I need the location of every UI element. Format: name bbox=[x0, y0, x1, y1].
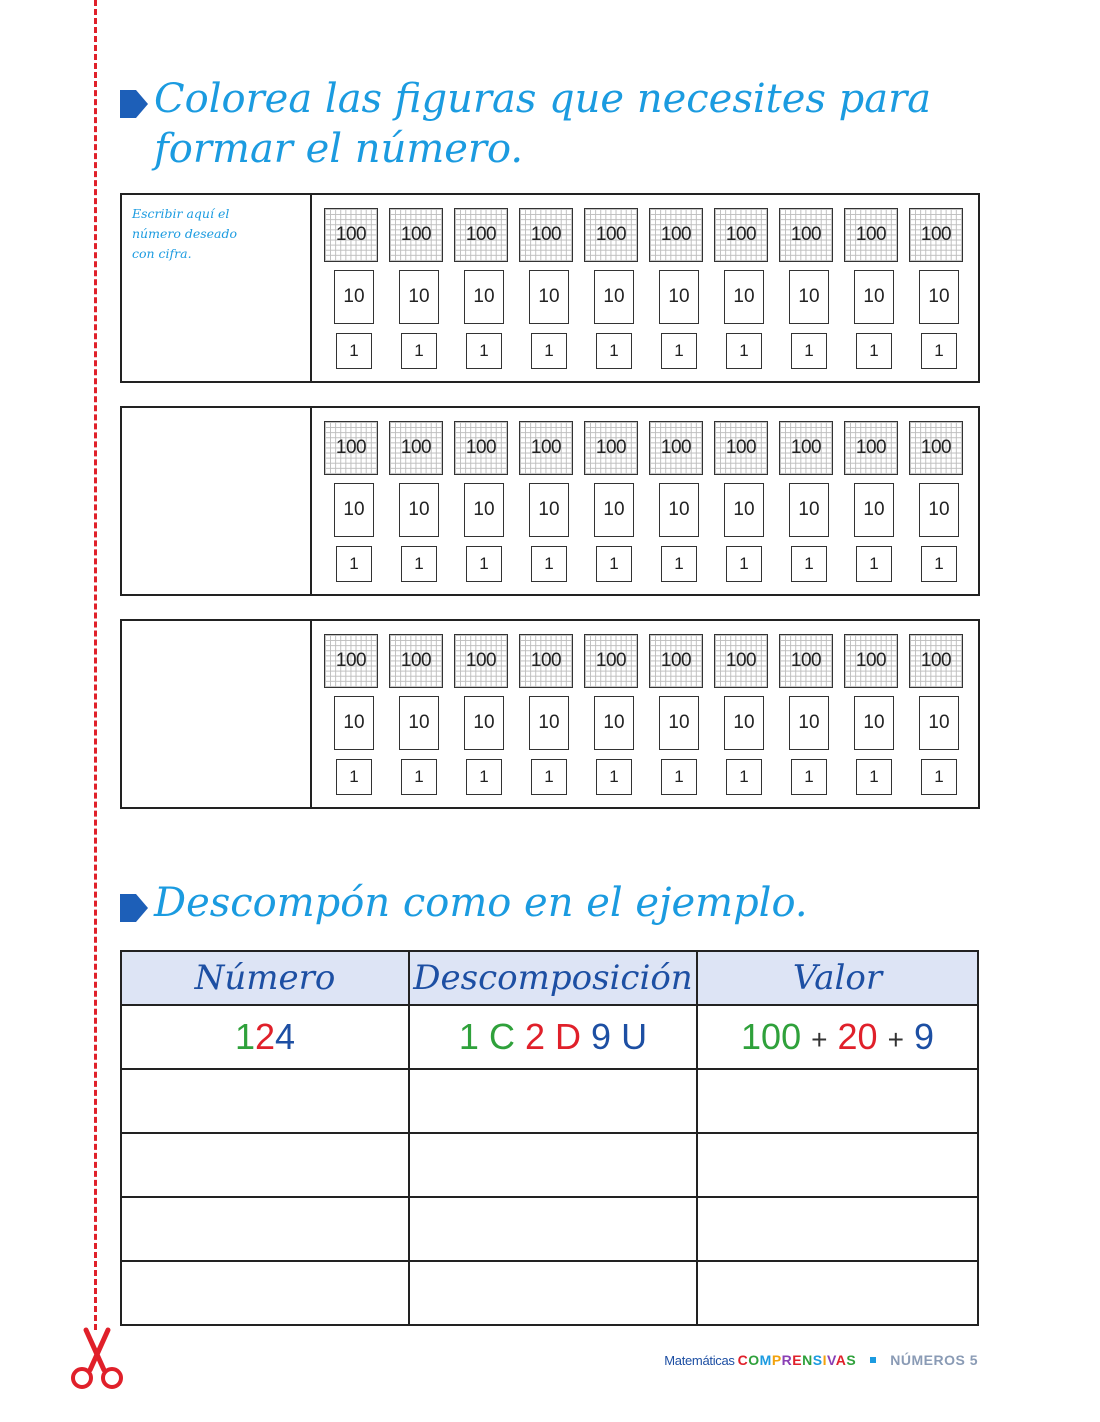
hundred-label: 100 bbox=[400, 437, 432, 458]
example-value bbox=[697, 1005, 978, 1069]
hundred-label: 100 bbox=[790, 437, 822, 458]
ten-bar[interactable]: 10 bbox=[659, 270, 699, 324]
ones-row bbox=[336, 333, 957, 369]
one-unit[interactable]: 1 bbox=[661, 759, 697, 795]
answer-decomposition-cell[interactable] bbox=[409, 1069, 697, 1133]
answer-value-cell[interactable] bbox=[697, 1069, 978, 1133]
hundred-square[interactable] bbox=[649, 421, 703, 475]
hundred-square[interactable] bbox=[714, 208, 768, 262]
hundred-square[interactable] bbox=[909, 208, 963, 262]
hundred-label: 100 bbox=[855, 437, 887, 458]
answer-decomposition-cell[interactable] bbox=[409, 1197, 697, 1261]
hundred-label: 100 bbox=[725, 650, 757, 671]
footer-section: NÚMEROS 5 bbox=[890, 1352, 978, 1368]
one-unit[interactable]: 1 bbox=[921, 546, 957, 582]
answer-row bbox=[121, 1133, 978, 1197]
exercise2-heading bbox=[120, 878, 808, 928]
number-write-area[interactable] bbox=[122, 195, 312, 381]
one-unit[interactable]: 1 bbox=[661, 546, 697, 582]
answer-number-cell[interactable] bbox=[121, 1261, 409, 1325]
hundreds-row bbox=[324, 634, 963, 688]
hundred-label: 100 bbox=[790, 650, 822, 671]
decomp-c-letter: C bbox=[488, 1016, 515, 1057]
hundred-label: 100 bbox=[335, 650, 367, 671]
exercise2-instruction: Descompón como en el ejemplo. bbox=[154, 880, 808, 926]
answer-value-cell[interactable] bbox=[697, 1261, 978, 1325]
answer-value-cell[interactable] bbox=[697, 1197, 978, 1261]
hundred-label: 100 bbox=[465, 437, 497, 458]
ten-bar[interactable]: 10 bbox=[399, 696, 439, 750]
hundred-square[interactable] bbox=[519, 634, 573, 688]
hundred-label: 100 bbox=[530, 650, 562, 671]
ten-bar[interactable]: 10 bbox=[529, 696, 569, 750]
decomposition-table bbox=[120, 950, 979, 1326]
one-unit[interactable]: 1 bbox=[726, 759, 762, 795]
ten-bar[interactable]: 10 bbox=[919, 696, 959, 750]
one-unit[interactable]: 1 bbox=[856, 546, 892, 582]
ten-bar[interactable]: 10 bbox=[724, 483, 764, 537]
ten-bar[interactable]: 10 bbox=[854, 696, 894, 750]
answer-value-cell[interactable] bbox=[697, 1133, 978, 1197]
value-tens: 20 bbox=[837, 1016, 878, 1057]
ten-bar[interactable]: 10 bbox=[659, 696, 699, 750]
one-unit[interactable]: 1 bbox=[661, 333, 697, 369]
footer-brand: COMPRENSIVAS bbox=[737, 1352, 857, 1368]
hundred-label: 100 bbox=[595, 224, 627, 245]
hundred-label: 100 bbox=[855, 650, 887, 671]
pieces-area bbox=[312, 621, 978, 807]
hundred-label: 100 bbox=[335, 437, 367, 458]
one-unit[interactable]: 1 bbox=[726, 333, 762, 369]
hundred-square[interactable] bbox=[649, 634, 703, 688]
triangle-bullet-icon bbox=[120, 90, 148, 118]
hundred-label: 100 bbox=[660, 437, 692, 458]
decomp-u-count: 9 bbox=[591, 1016, 612, 1057]
write-hint: Escribir aquí el número deseado con cifra. bbox=[132, 206, 238, 261]
scissors-icon bbox=[68, 1326, 126, 1392]
hundred-square[interactable] bbox=[584, 634, 638, 688]
ten-bar[interactable]: 10 bbox=[464, 696, 504, 750]
hundred-square[interactable] bbox=[454, 634, 508, 688]
ten-bar[interactable]: 10 bbox=[334, 696, 374, 750]
hundred-square[interactable] bbox=[454, 421, 508, 475]
ten-bar[interactable]: 10 bbox=[789, 696, 829, 750]
value-hundreds: 100 bbox=[741, 1016, 802, 1057]
hundred-label: 100 bbox=[855, 224, 887, 245]
ten-bar[interactable]: 10 bbox=[919, 483, 959, 537]
decomp-c-count: 1 bbox=[458, 1016, 479, 1057]
one-unit[interactable]: 1 bbox=[856, 333, 892, 369]
ten-bar[interactable]: 10 bbox=[724, 270, 764, 324]
hundred-square[interactable] bbox=[844, 634, 898, 688]
hundred-square[interactable] bbox=[519, 208, 573, 262]
one-unit[interactable]: 1 bbox=[336, 759, 372, 795]
ten-bar[interactable]: 10 bbox=[854, 483, 894, 537]
ten-bar[interactable]: 10 bbox=[919, 270, 959, 324]
ones-row bbox=[336, 759, 957, 795]
plus-sign: + bbox=[887, 1024, 904, 1055]
one-unit[interactable]: 1 bbox=[726, 546, 762, 582]
ten-bar[interactable]: 10 bbox=[464, 270, 504, 324]
example-row bbox=[121, 1005, 978, 1069]
ten-bar[interactable]: 10 bbox=[659, 483, 699, 537]
ten-bar[interactable]: 10 bbox=[854, 270, 894, 324]
one-unit[interactable]: 1 bbox=[921, 759, 957, 795]
answer-decomposition-cell[interactable] bbox=[409, 1261, 697, 1325]
ten-bar[interactable]: 10 bbox=[594, 483, 634, 537]
hundred-square[interactable] bbox=[324, 634, 378, 688]
hundred-square[interactable] bbox=[844, 208, 898, 262]
digit-tens: 2 bbox=[254, 1016, 276, 1057]
header-value: Valor bbox=[697, 951, 978, 1005]
hundred-square[interactable] bbox=[714, 634, 768, 688]
hundred-square[interactable] bbox=[389, 421, 443, 475]
hundred-square[interactable] bbox=[909, 421, 963, 475]
hundred-square[interactable] bbox=[519, 421, 573, 475]
one-unit[interactable]: 1 bbox=[466, 759, 502, 795]
hundred-label: 100 bbox=[660, 650, 692, 671]
ten-bar[interactable]: 10 bbox=[529, 270, 569, 324]
ten-bar[interactable]: 10 bbox=[334, 270, 374, 324]
ten-bar[interactable]: 10 bbox=[594, 696, 634, 750]
hundred-label: 100 bbox=[400, 224, 432, 245]
answer-row bbox=[121, 1069, 978, 1133]
ten-bar[interactable]: 10 bbox=[399, 270, 439, 324]
decomp-u-letter: U bbox=[621, 1016, 648, 1057]
hundred-label: 100 bbox=[465, 224, 497, 245]
decomp-d-count: 2 bbox=[524, 1016, 545, 1057]
example-number bbox=[121, 1005, 409, 1069]
hundred-label: 100 bbox=[920, 650, 952, 671]
hundred-label: 100 bbox=[920, 224, 952, 245]
answer-number-cell[interactable] bbox=[121, 1197, 409, 1261]
decomp-d-letter: D bbox=[555, 1016, 582, 1057]
one-unit[interactable]: 1 bbox=[791, 333, 827, 369]
hundred-square[interactable] bbox=[909, 634, 963, 688]
hundred-label: 100 bbox=[335, 224, 367, 245]
one-unit[interactable]: 1 bbox=[856, 759, 892, 795]
pieces-area bbox=[312, 195, 978, 381]
footer-separator bbox=[870, 1357, 876, 1363]
answer-number-cell[interactable] bbox=[121, 1069, 409, 1133]
cut-line bbox=[94, 0, 97, 1330]
one-unit[interactable]: 1 bbox=[596, 333, 632, 369]
ten-bar[interactable]: 10 bbox=[529, 483, 569, 537]
hundred-square[interactable] bbox=[324, 421, 378, 475]
exercise1-heading bbox=[120, 74, 990, 174]
tens-row bbox=[334, 483, 959, 537]
one-unit[interactable]: 1 bbox=[466, 546, 502, 582]
header-number: Número bbox=[121, 951, 409, 1005]
one-unit[interactable]: 1 bbox=[791, 546, 827, 582]
pieces-area bbox=[312, 408, 978, 594]
hundred-label: 100 bbox=[465, 650, 497, 671]
one-unit[interactable]: 1 bbox=[596, 759, 632, 795]
one-unit[interactable]: 1 bbox=[531, 333, 567, 369]
value-units: 9 bbox=[913, 1016, 934, 1057]
one-unit[interactable]: 1 bbox=[401, 759, 437, 795]
hundred-square[interactable] bbox=[779, 208, 833, 262]
page-footer bbox=[664, 1352, 978, 1368]
one-unit[interactable]: 1 bbox=[596, 546, 632, 582]
hundred-square[interactable] bbox=[649, 208, 703, 262]
hundred-square[interactable] bbox=[324, 208, 378, 262]
one-unit[interactable]: 1 bbox=[791, 759, 827, 795]
answer-row bbox=[121, 1261, 978, 1325]
hundred-label: 100 bbox=[595, 437, 627, 458]
ten-bar[interactable]: 10 bbox=[789, 270, 829, 324]
ten-bar[interactable]: 10 bbox=[724, 696, 764, 750]
example-decomposition bbox=[409, 1005, 697, 1069]
hundred-label: 100 bbox=[725, 437, 757, 458]
answer-decomposition-cell[interactable] bbox=[409, 1133, 697, 1197]
hundred-label: 100 bbox=[725, 224, 757, 245]
exercise1-instruction: Colorea las figuras que necesites para formar el número. bbox=[154, 76, 932, 172]
one-unit[interactable]: 1 bbox=[466, 333, 502, 369]
hundred-label: 100 bbox=[400, 650, 432, 671]
number-block-1 bbox=[120, 193, 980, 383]
hundred-square[interactable] bbox=[779, 421, 833, 475]
digit-hundreds: 1 bbox=[234, 1016, 255, 1057]
ten-bar[interactable]: 10 bbox=[789, 483, 829, 537]
tens-row bbox=[334, 696, 959, 750]
hundred-label: 100 bbox=[530, 437, 562, 458]
hundred-square[interactable] bbox=[454, 208, 508, 262]
tens-row bbox=[334, 270, 959, 324]
hundred-label: 100 bbox=[660, 224, 692, 245]
triangle-bullet-icon bbox=[120, 894, 148, 922]
hundred-label: 100 bbox=[530, 224, 562, 245]
hundred-square[interactable] bbox=[779, 634, 833, 688]
hundred-square[interactable] bbox=[584, 208, 638, 262]
one-unit[interactable]: 1 bbox=[336, 333, 372, 369]
ten-bar[interactable]: 10 bbox=[399, 483, 439, 537]
ten-bar[interactable]: 10 bbox=[464, 483, 504, 537]
one-unit[interactable]: 1 bbox=[336, 546, 372, 582]
footer-series: Matemáticas bbox=[664, 1352, 735, 1368]
one-unit[interactable]: 1 bbox=[531, 759, 567, 795]
hundreds-row bbox=[324, 421, 963, 475]
hundred-square[interactable] bbox=[714, 421, 768, 475]
ten-bar[interactable]: 10 bbox=[334, 483, 374, 537]
hundred-label: 100 bbox=[790, 224, 822, 245]
ones-row bbox=[336, 546, 957, 582]
number-write-area[interactable] bbox=[122, 408, 312, 594]
answer-number-cell[interactable] bbox=[121, 1133, 409, 1197]
hundred-square[interactable] bbox=[584, 421, 638, 475]
hundred-square[interactable] bbox=[389, 634, 443, 688]
hundred-square[interactable] bbox=[844, 421, 898, 475]
digit-units: 4 bbox=[275, 1016, 296, 1057]
answer-row bbox=[121, 1197, 978, 1261]
number-write-area[interactable] bbox=[122, 621, 312, 807]
number-block-3 bbox=[120, 619, 980, 809]
hundreds-row bbox=[324, 208, 963, 262]
header-decomposition: Descomposición bbox=[409, 951, 697, 1005]
number-block-2 bbox=[120, 406, 980, 596]
hundred-label: 100 bbox=[595, 650, 627, 671]
one-unit[interactable]: 1 bbox=[921, 333, 957, 369]
one-unit[interactable]: 1 bbox=[401, 333, 437, 369]
plus-sign: + bbox=[811, 1024, 828, 1055]
ten-bar[interactable]: 10 bbox=[594, 270, 634, 324]
one-unit[interactable]: 1 bbox=[531, 546, 567, 582]
hundred-label: 100 bbox=[920, 437, 952, 458]
hundred-square[interactable] bbox=[389, 208, 443, 262]
one-unit[interactable]: 1 bbox=[401, 546, 437, 582]
